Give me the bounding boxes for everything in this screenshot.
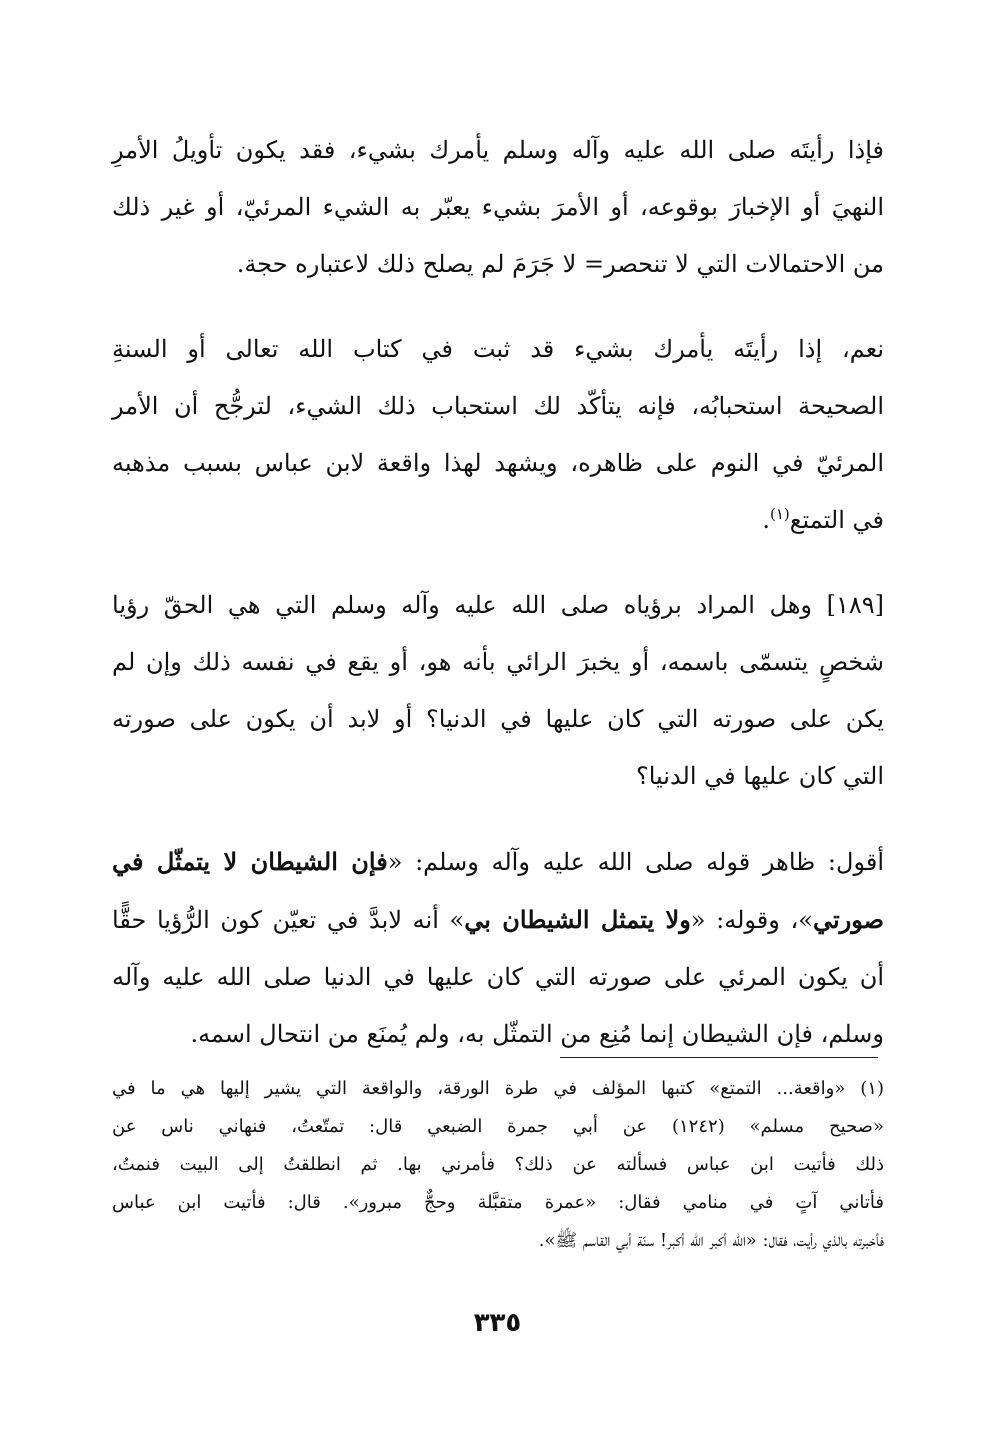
text-line (112, 833, 884, 891)
text-fragment: . (762, 506, 770, 534)
text-line: [١٨٩] وهل المراد برؤياه صلى الله عليه وآله وسلم التي هي الحقّ رؤيا (112, 591, 884, 619)
text-fragment: »، وقوله: « (690, 906, 813, 934)
paragraph-3 (112, 577, 884, 805)
text-line: من الاحتمالات التي لا تنحصر= لا جَرَمَ لم يصلح ذلك لاعتباره حجة. (236, 250, 884, 278)
text-line: الصحيحة استحبابُه، فإنه يتأكّد لك استحباب ذلك الشيء، لترجُّح أن الأمر (112, 392, 884, 420)
text-line: وسلم، فإن الشيطان إنما مُنِع من التمثّل به، ولم يُمنَع من انتحال اسمه. (190, 1020, 884, 1048)
text-fragment: أقول: ظاهر قوله صلى الله عليه وآله وسلم: « (387, 848, 884, 876)
paragraph-1 (112, 122, 884, 293)
text-line (112, 891, 884, 949)
text-line: يكن على صورته التي كان عليها في الدنيا؟ أو لابد أن يكون على صورته (112, 705, 885, 733)
footnote-divider (560, 1057, 878, 1058)
text-line: المرئيّ في النوم على ظاهره، ويشهد لهذا واقعة لابن عباس بسبب مذهبه (112, 449, 884, 477)
paragraph-4 (112, 833, 884, 1063)
paragraph-2 (112, 321, 884, 549)
main-text (112, 122, 884, 1091)
text-line: أن يكون المرئي على صورته التي كان عليها في الدنيا صلى الله عليه وآله (112, 963, 884, 991)
text-line: فإذا رأيتَه صلى الله عليه وآله وسلم يأمرك بشيء، فقد يكون تأويلُ الأمرِ (112, 136, 884, 164)
page-number: ٣٣٥ (473, 1308, 522, 1338)
footnote (112, 1070, 884, 1260)
footnote-line: فأخبرته بالذي رأيت، فقال: «الله أكبر الله أكبر! سنّة أبي القاسم ﷺ». (538, 1230, 884, 1251)
footnote-reference[interactable]: (١) (770, 505, 790, 523)
footnote-line: فأتاني آتٍ في منامي فقال: «عمرة متقبَّلة وحجٌّ مبرور». قال: فأتيت ابن عباس (112, 1192, 884, 1213)
text-fragment: » أنه لابدَّ في تعيّن كون الرُّؤيا حقًّا (112, 906, 465, 934)
text-line: شخصٍ يتسمّى باسمه، أو يخبرَ الرائي بأنه هو، أو يقع في نفسه ذلك وإن لم (112, 648, 884, 676)
text-fragment: في التمتع (789, 506, 884, 534)
hadith-quote: صورتي (812, 905, 885, 934)
footnote-line: «صحيح مسلم» (١٢٤٢) عن أبي جمرة الضبعي قال: تمتّعتُ، فنهاني ناس عن (112, 1116, 884, 1137)
text-line: النهيَ أو الإخبارَ بوقوعه، أو الأمرَ بشيء يعبّر به الشيء المرئيّ، أو غير ذلك (112, 193, 884, 221)
text-line (112, 492, 884, 549)
text-line: التي كان عليها في الدنيا؟ (635, 762, 884, 790)
footnote-line: ذلك فأتيت ابن عباس فسألته عن ذلك؟ فأمرني بها. ثم انطلقتُ إلى البيت فنمتُ، (112, 1154, 884, 1175)
footnote-line: (١) «واقعة... التمتع» كتبها المؤلف في طرة الورقة، والواقعة التي يشير إليها هي ما في (112, 1078, 884, 1099)
hadith-quote: ولا يتمثل الشيطان بي (464, 905, 691, 934)
hadith-quote: فإن الشيطان لا يتمثّل في (112, 847, 388, 876)
text-line: نعم، إذا رأيتَه يأمرك بشيء قد ثبت في كتاب الله تعالى أو السنةِ (112, 335, 884, 363)
